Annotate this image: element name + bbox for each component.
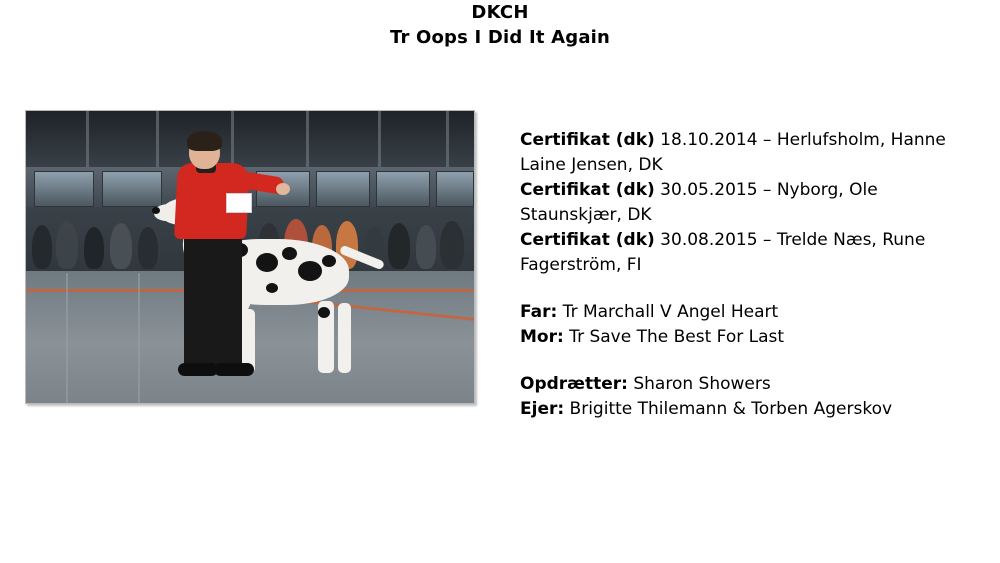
dam-label: Mor: bbox=[520, 327, 564, 347]
handler-legs bbox=[184, 233, 242, 373]
section-gap bbox=[520, 350, 960, 372]
dam-name: Tr Save The Best For Last bbox=[563, 327, 785, 347]
handler-hand bbox=[276, 183, 290, 195]
page-title-line-2: Tr Oops I Did It Again bbox=[389, 27, 611, 48]
pedigree-info bbox=[520, 128, 960, 422]
page-title-line-1: DKCH bbox=[471, 2, 529, 23]
owner-line bbox=[520, 397, 960, 422]
breeder-label: Opdrætter: bbox=[520, 374, 628, 394]
certificate-label: Certifikat (dk) bbox=[520, 180, 655, 200]
breeder-line bbox=[520, 372, 960, 397]
section-gap bbox=[520, 278, 960, 300]
owner-name: Brigitte Thilemann & Torben Agerskov bbox=[564, 399, 893, 419]
ring-number-tag bbox=[226, 193, 252, 213]
ceiling bbox=[26, 111, 474, 173]
certificate-label: Certifikat (dk) bbox=[520, 230, 655, 250]
parent-line-dam bbox=[520, 325, 960, 350]
breeder-name: Sharon Showers bbox=[627, 374, 771, 394]
parent-line-sire bbox=[520, 300, 960, 325]
page-header bbox=[0, 0, 1000, 50]
certificate-text: 18.10.2014 – Herlufsholm, Hanne Laine Jensen, DK bbox=[520, 130, 946, 175]
certificate-text: 30.05.2015 – Nyborg, Ole Staunskjær, DK bbox=[520, 180, 878, 225]
certificate-line bbox=[520, 178, 960, 228]
certificate-line bbox=[520, 228, 960, 278]
owner-label: Ejer: bbox=[520, 399, 565, 419]
certificate-label: Certifikat (dk) bbox=[520, 130, 655, 150]
handler-hair bbox=[187, 131, 222, 151]
sire-name: Tr Marchall V Angel Heart bbox=[557, 302, 779, 322]
certificate-text: 30.08.2015 – Trelde Næs, Rune Fagerström, FI bbox=[520, 230, 926, 275]
sire-label: Far: bbox=[520, 302, 558, 322]
photo-scene bbox=[26, 111, 474, 403]
dog-nose bbox=[152, 207, 160, 214]
dog-photo bbox=[25, 110, 475, 404]
certificate-line bbox=[520, 128, 960, 178]
